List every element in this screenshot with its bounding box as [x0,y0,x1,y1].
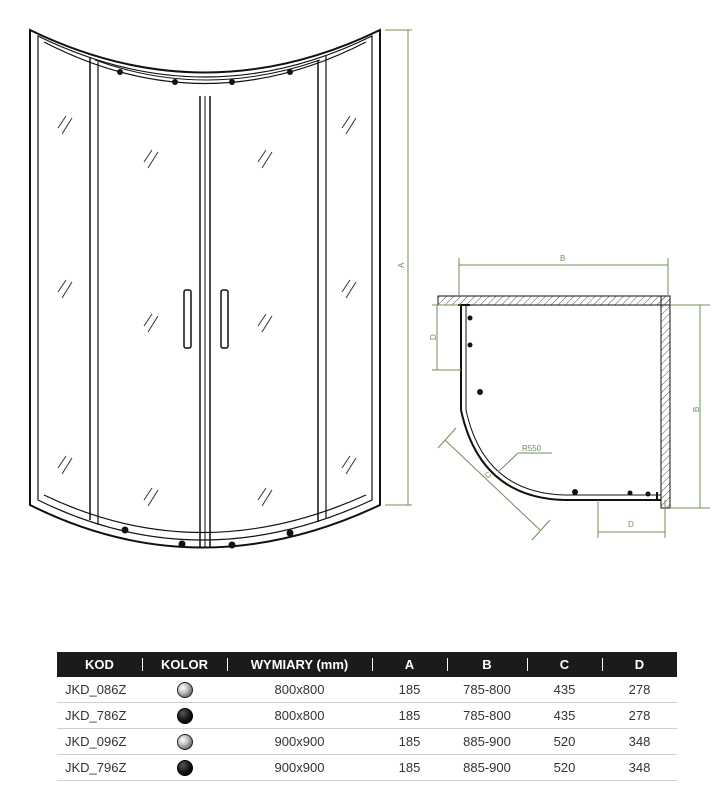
cell-c: 435 [527,703,602,729]
dimension-d-bottom-label: D [628,520,634,529]
table-row [57,729,677,755]
dimension-radius-label: R550 [522,444,542,453]
dimension-d-bottom [598,500,665,538]
chrome-swatch-icon [177,734,193,750]
dimension-b-right-label: B [692,406,701,412]
cell-b: 885-900 [447,755,527,781]
dimension-b-top-label: B [560,254,566,263]
cell-a: 185 [372,677,447,703]
cell-a: 185 [372,703,447,729]
header-a: A [372,652,447,677]
table-header-row [57,652,677,677]
plan-walls [438,296,670,508]
plan-enclosure [458,305,661,500]
header-c: C [527,652,602,677]
cell-color [142,677,227,703]
dimension-radius [498,453,552,472]
cell-color [142,755,227,781]
cell-dims: 900x900 [227,755,372,781]
cell-d: 278 [602,703,677,729]
cell-d: 278 [602,677,677,703]
dimension-b-top [459,258,668,296]
cell-c: 520 [527,729,602,755]
table-row [57,677,677,703]
cell-b: 885-900 [447,729,527,755]
cell-b: 785-800 [447,703,527,729]
dimension-b-right [670,305,710,508]
cell-color [142,729,227,755]
cell-code: JKD_086Z [57,677,142,703]
header-kod: KOD [57,652,142,677]
cell-d: 348 [602,729,677,755]
dimension-c-label: C [483,469,494,481]
dimension-d-left-label: D [429,334,438,340]
cell-c: 435 [527,677,602,703]
cell-code: JKD_096Z [57,729,142,755]
cell-dims: 900x900 [227,729,372,755]
chrome-swatch-icon [177,682,193,698]
header-b: B [447,652,527,677]
spec-table [57,652,677,781]
cell-code: JKD_786Z [57,703,142,729]
cell-a: 185 [372,755,447,781]
plan-fittings [468,316,651,497]
cell-dims: 800x800 [227,703,372,729]
dimension-a-label: A [397,262,406,268]
cell-color [142,703,227,729]
cell-b: 785-800 [447,677,527,703]
cell-d: 348 [602,755,677,781]
cell-code: JKD_796Z [57,755,142,781]
header-wymiary: WYMIARY (mm) [227,652,372,677]
header-kolor: KOLOR [142,652,227,677]
black-swatch-icon [177,760,193,776]
cell-a: 185 [372,729,447,755]
black-swatch-icon [177,708,193,724]
table-row [57,755,677,781]
cell-c: 520 [527,755,602,781]
header-d: D [602,652,677,677]
table-row [57,703,677,729]
cell-dims: 800x800 [227,677,372,703]
